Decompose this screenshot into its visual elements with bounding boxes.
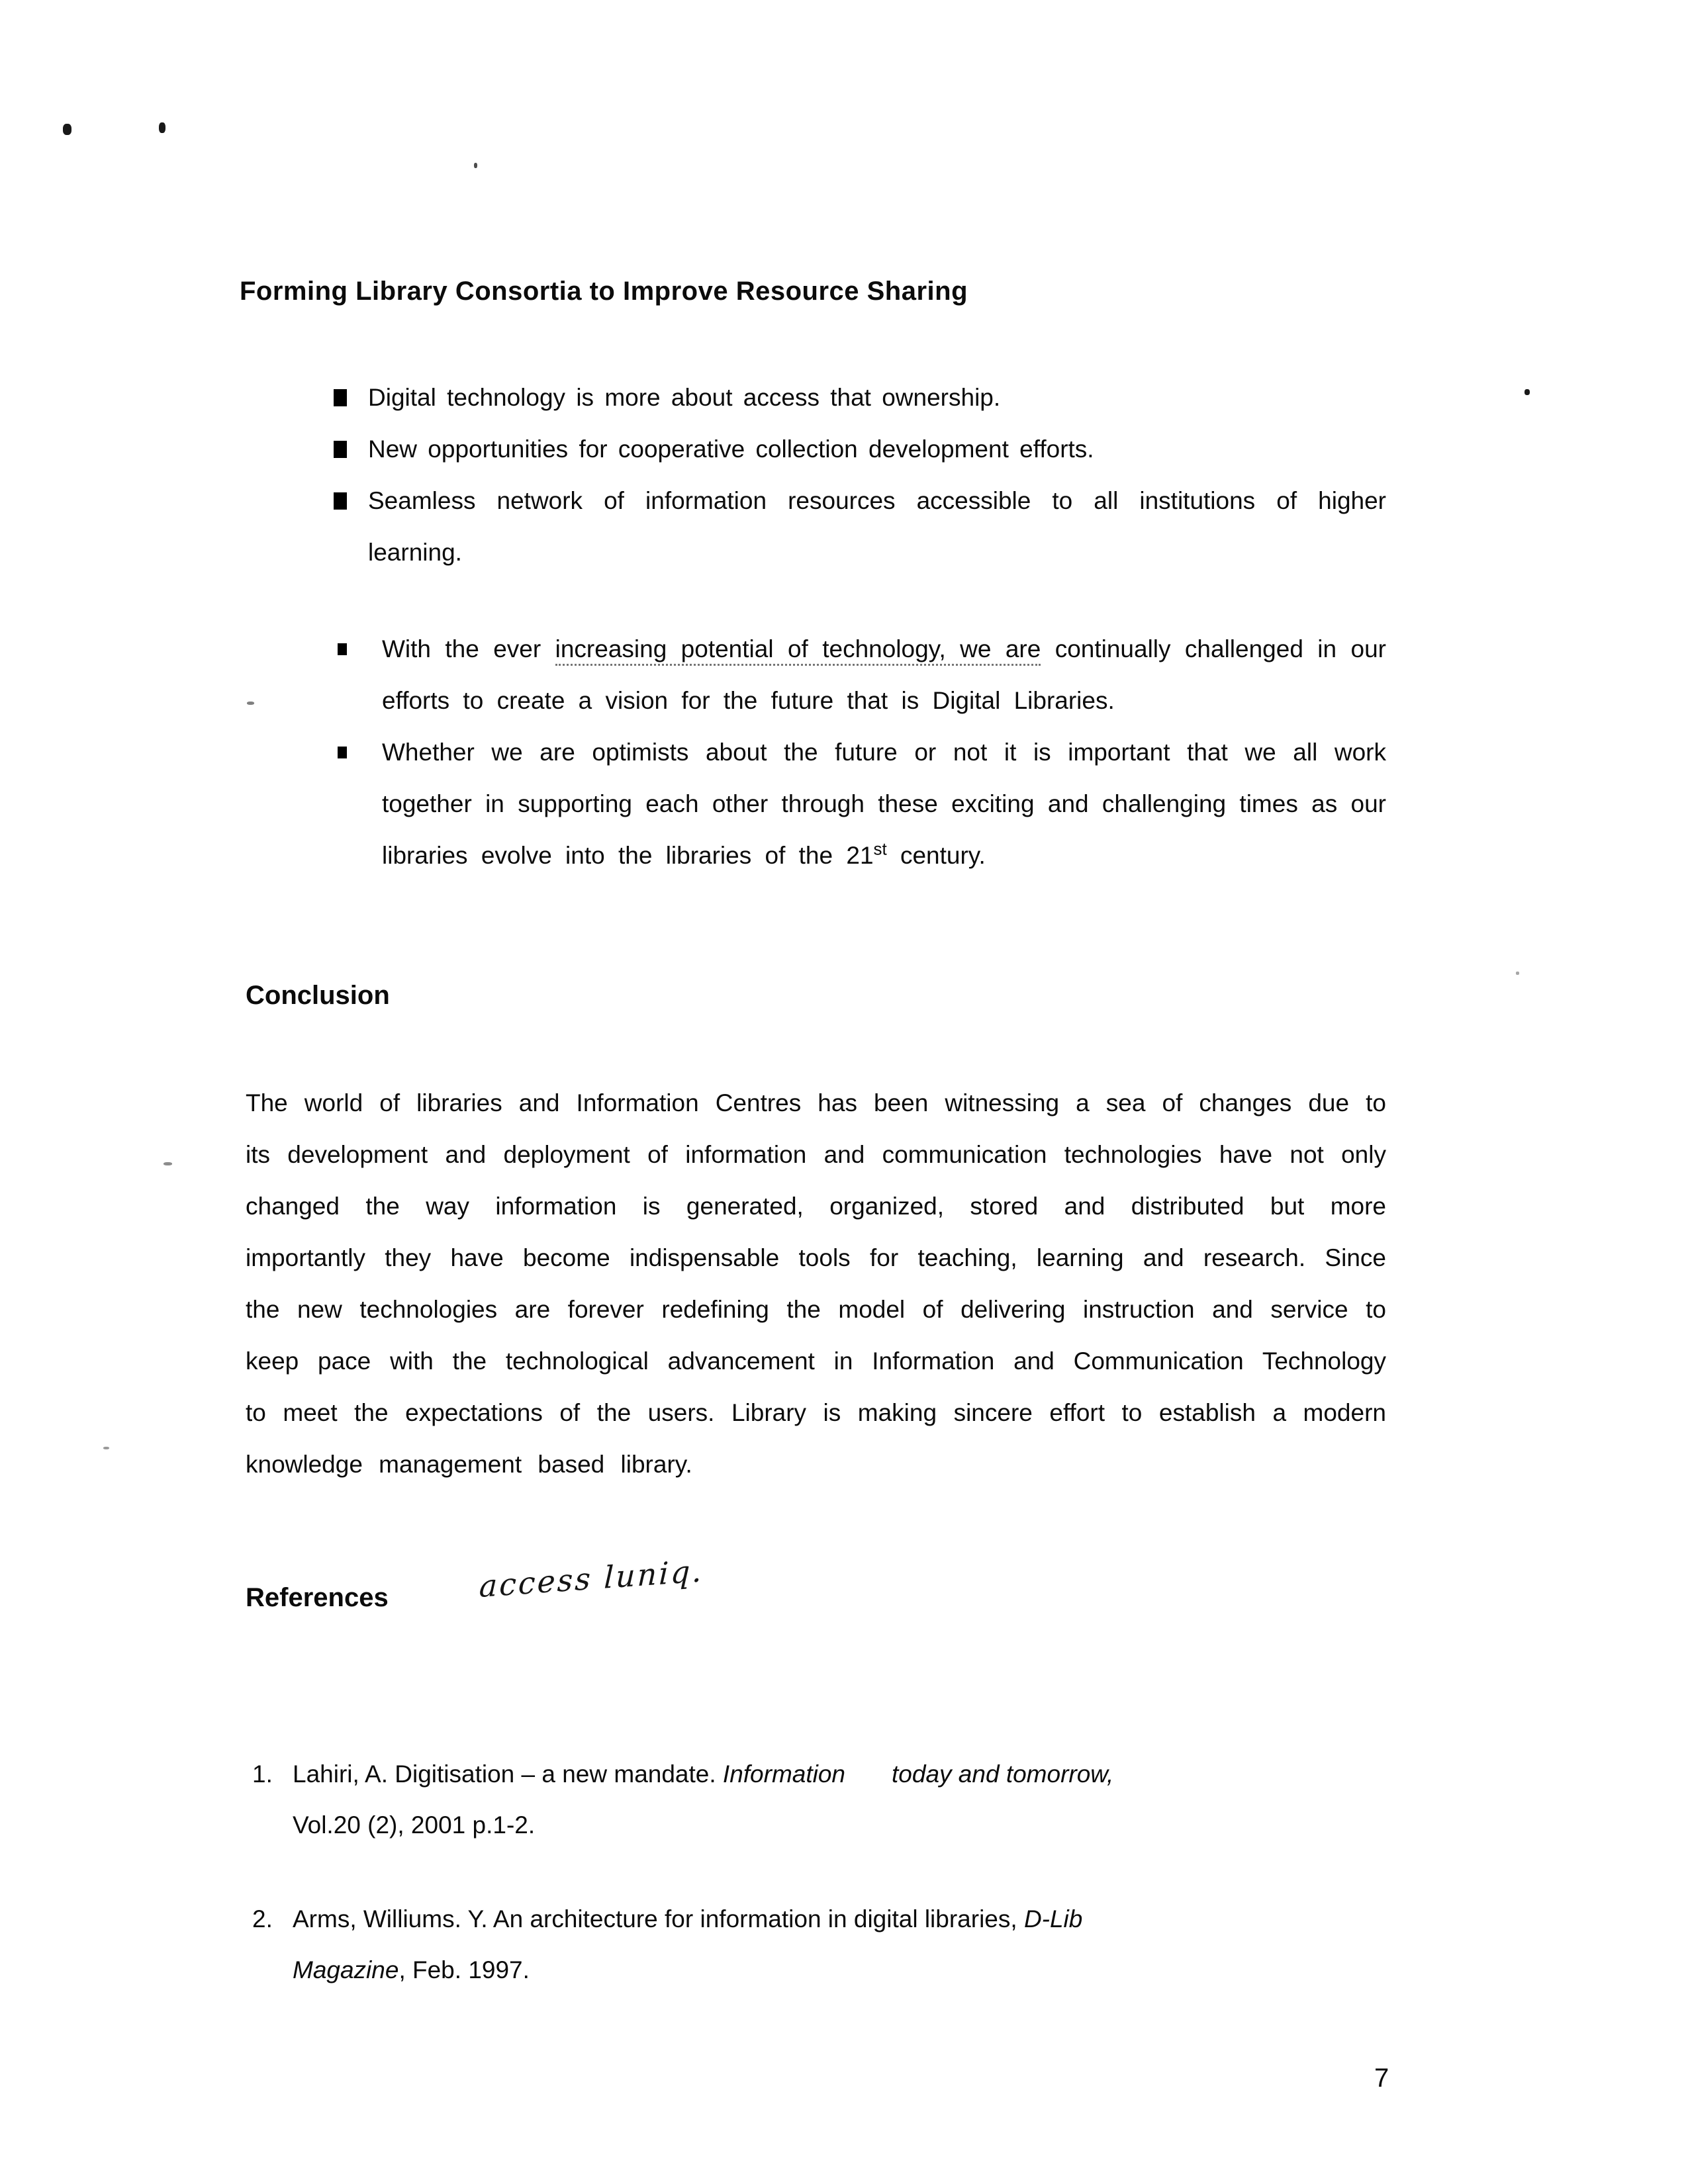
ink-speck [1516,972,1519,975]
bullet-text-post: continually challenged in our efforts to create a vision for the future that is Digital Libraries. [382,635,1386,714]
conclusion-paragraph: The world of libraries and Information Centres has been witnessing a sea of changes due to its development and deployment of information and communication technologies have not only changed the way information is generated, organized, stored and distributed but more importantly they have become indispensable tools for teaching, learning and research. Since the new technologies are forever redefining the model of delivering instruction and service to keep pace with the technological advancement in Information and Communication Technology to meet the expectations of the users. Library is making sincere effort to establish a modern knowledge management based library. [246,1089,1386,1478]
reference-list [246,1749,1278,1995]
bullet-text-post: century. [886,842,986,869]
ink-speck [63,124,71,135]
bullet-list-primary [246,372,1386,578]
list-item [246,475,1386,578]
bullet-text-pre: With the ever [382,635,555,662]
references-heading: References [246,1583,389,1612]
bullet-text-underlined: increasing potential of technology, we are [555,635,1041,666]
list-item [246,727,1386,882]
ink-speck [164,1162,172,1165]
bullet-text: Digital technology is more about access that ownership. [368,384,1001,411]
list-item [246,424,1386,475]
square-bullet-icon [338,747,347,758]
bullet-list-secondary [246,623,1386,882]
ink-speck [474,163,477,168]
ink-speck [103,1447,109,1449]
reference-line-2: Vol.20 (2), 2001 p.1-2. [293,1811,536,1839]
bullet-text-pre: Whether we are optimists about the future or not it is important that we all work together in supporting each other through these exciting and challenging times as our libraries evolve into the libraries of the 21 [382,739,1386,869]
reference-line-1 [293,1749,1278,1799]
handwritten-annotation: access luniq. [479,1553,704,1604]
list-item [246,372,1386,424]
bullet-text: Seamless network of information resources accessible to all institutions of higher learning. [368,487,1386,566]
reference-text: , Feb. 1997. [399,1956,530,1983]
reference-text: Lahiri, A. Digitisation – a new mandate. [293,1760,723,1788]
square-bullet-icon [338,643,347,655]
reference-number: 2. [252,1905,273,1933]
section-title: Forming Library Consortia to Improve Resource Sharing [240,277,968,306]
ink-speck [1524,389,1530,395]
list-item [246,623,1386,727]
page-number: 7 [1374,2064,1389,2093]
reference-journal-title: today and tomorrow, [892,1760,1114,1788]
ink-speck [159,122,165,133]
square-bullet-icon [334,441,347,458]
reference-text: Arms, Williums. Y. An architecture for information in digital libraries, [293,1905,1024,1933]
reference-number: 1. [252,1760,273,1788]
reference-item [246,1749,1278,1850]
square-bullet-icon [334,492,347,510]
references-heading-row [246,1553,704,1613]
ordinal-superscript: st [873,840,887,859]
bullet-text: New opportunities for cooperative collection development efforts. [368,435,1094,463]
reference-journal-title: Magazine [293,1956,399,1983]
reference-line-1 [293,1893,1278,1944]
reference-line-2 [293,1944,1278,1995]
square-bullet-icon [334,389,347,406]
conclusion-heading: Conclusion [246,981,390,1010]
reference-item [246,1893,1278,1995]
reference-journal-title: D-Lib [1023,1905,1083,1933]
reference-journal-title: Information [722,1760,846,1788]
